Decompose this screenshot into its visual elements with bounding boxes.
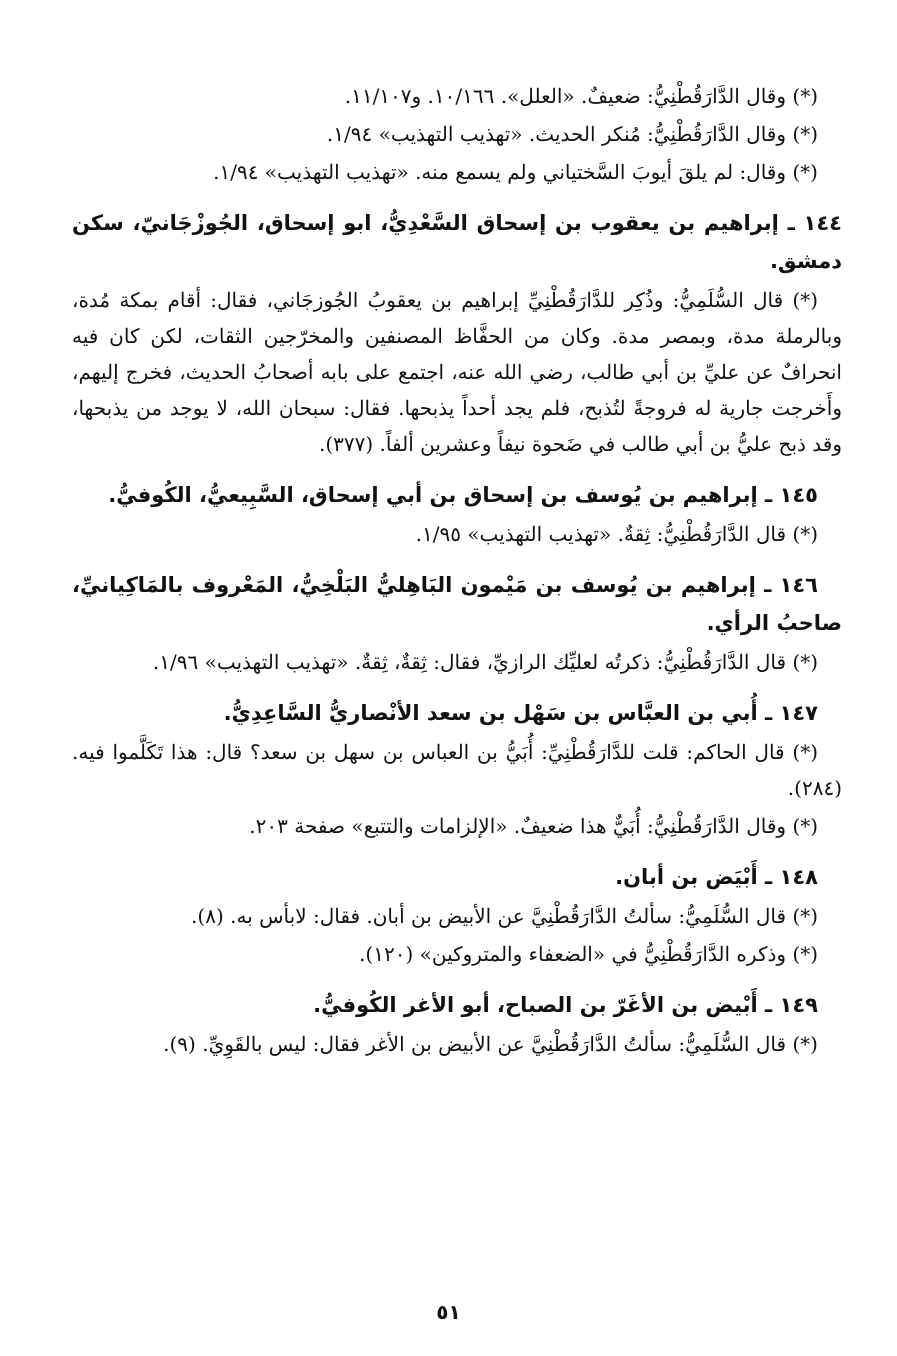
entry-paragraph: (*) وذكره الدَّارَقُطْنِيُّ في «الضعفاء والمتروكين» (١٢٠).	[359, 942, 818, 966]
entry-paragraph: (*) قال السُّلَمِيُّ: سألتُ الدَّارَقُطْنِيَّ عن الأبيض بن الأغر فقال: ليس بالقَوِيِّ. (٩).	[163, 1032, 818, 1056]
entry-heading: ١٤٤ ـ إبراهيم بن يعقوب بن إسحاق السَّعْدِيُّ، ابو إسحاق، الجُوزْجَانيّ، سكن دمشق.	[72, 211, 842, 273]
entry-paragraph: (*) وقال: لم يلقَ أيوبَ السَّختياني ولم يسمع منه. «تهذيب التهذيب» ١/٩٤.	[213, 160, 818, 184]
entry-paragraph: (*) قال الدَّارَقُطْنِيُّ: ثِقةٌ. «تهذيب التهذيب» ١/٩٥.	[415, 522, 818, 546]
entry-heading: ١٤٨ ـ أَبْيَض بن أبان.	[615, 865, 818, 889]
entry-heading: ١٤٩ ـ أَبْيض بن الأغَرّ بن الصباح، أبو الأغر الكُوفيُّ.	[313, 993, 818, 1017]
entry-paragraph: (*) قال السُّلَمِيُّ: سألتُ الدَّارَقُطْنِيَّ عن الأبيض بن أبان. فقال: لابأس به. (٨).	[191, 904, 818, 928]
entry-paragraph: (*) وقال الدَّارَقُطْنِيُّ: مُنكر الحديث. «تهذيب التهذيب» ١/٩٤.	[326, 122, 818, 146]
entry-paragraph: (*) وقال الدَّارَقُطْنِيُّ: أُبَيٌّ هذا ضعيفٌ. «الإلزامات والتتبع» صفحة ٢٠٣.	[249, 814, 818, 838]
page-number: ٥١	[436, 1300, 461, 1324]
page-body	[72, 78, 842, 1064]
entry-paragraph: (*) قال الحاكم: قلت للدَّارَقُطْنِيِّ: أُبَيُّ بن العباس بن سهل بن سعد؟ قال: هذا تَكَلَّموا فيه. (٢٨٤).	[72, 740, 842, 800]
entry-heading: ١٤٥ ـ إبراهيم بن يُوسف بن إسحاق بن أبي إسحاق، السَّبِيعيُّ، الكُوفيُّ.	[108, 483, 818, 507]
entry-paragraph: (*) قال السُّلَمِيُّ: وذُكِر للدَّارَقُطْنِيِّ إبراهيم بن يعقوبُ الجُوزجَاني، فقال: أقام بمكة مُدة، وبالرملة مدة، وبمصر مدة. وكان من الحفَّاظ المصنفين والمخرّجين الثقات، لكن كان فيه انحرافٌ عن عليِّ بن أبي طالب، رضي الله عنه، اجتمع على بابه أصحابُ الحديث، فخرج إليهم، وأَخرجت جارية له فروجةً لتُذبح، فلم يجد أحداً يذبحها. فقال: سبحان الله، لا يوجد من يذبحها، وقد ذبح عليُّ بن أبي طالب في ضَحوة نيفاً وعشرين ألفاً. (٣٧٧).	[72, 288, 842, 456]
entry-heading: ١٤٦ ـ إبراهيم بن يُوسف بن مَيْمون البَاهِليُّ البَلْخِيُّ، المَعْروف بالمَاكِيانيِّ، صاحبُ الرأي.	[72, 573, 842, 635]
entry-paragraph: (*) قال الدَّارَقُطْنِيُّ: ذكرتُه لعليِّك الرازيِّ، فقال: ثِقةٌ، ثِقةٌ. «تهذيب التهذيب» ١/٩٦.	[152, 650, 818, 674]
entry-heading: ١٤٧ ـ أُبي بن العبَّاس بن سَهْل بن سعد الأنْصاريُّ السَّاعِدِيُّ.	[223, 701, 818, 725]
entry-paragraph: (*) وقال الدَّارَقُطْنِيُّ: ضعيفٌ. «العلل». ١٠/١٦٦. و١١/١٠٧.	[344, 84, 818, 108]
